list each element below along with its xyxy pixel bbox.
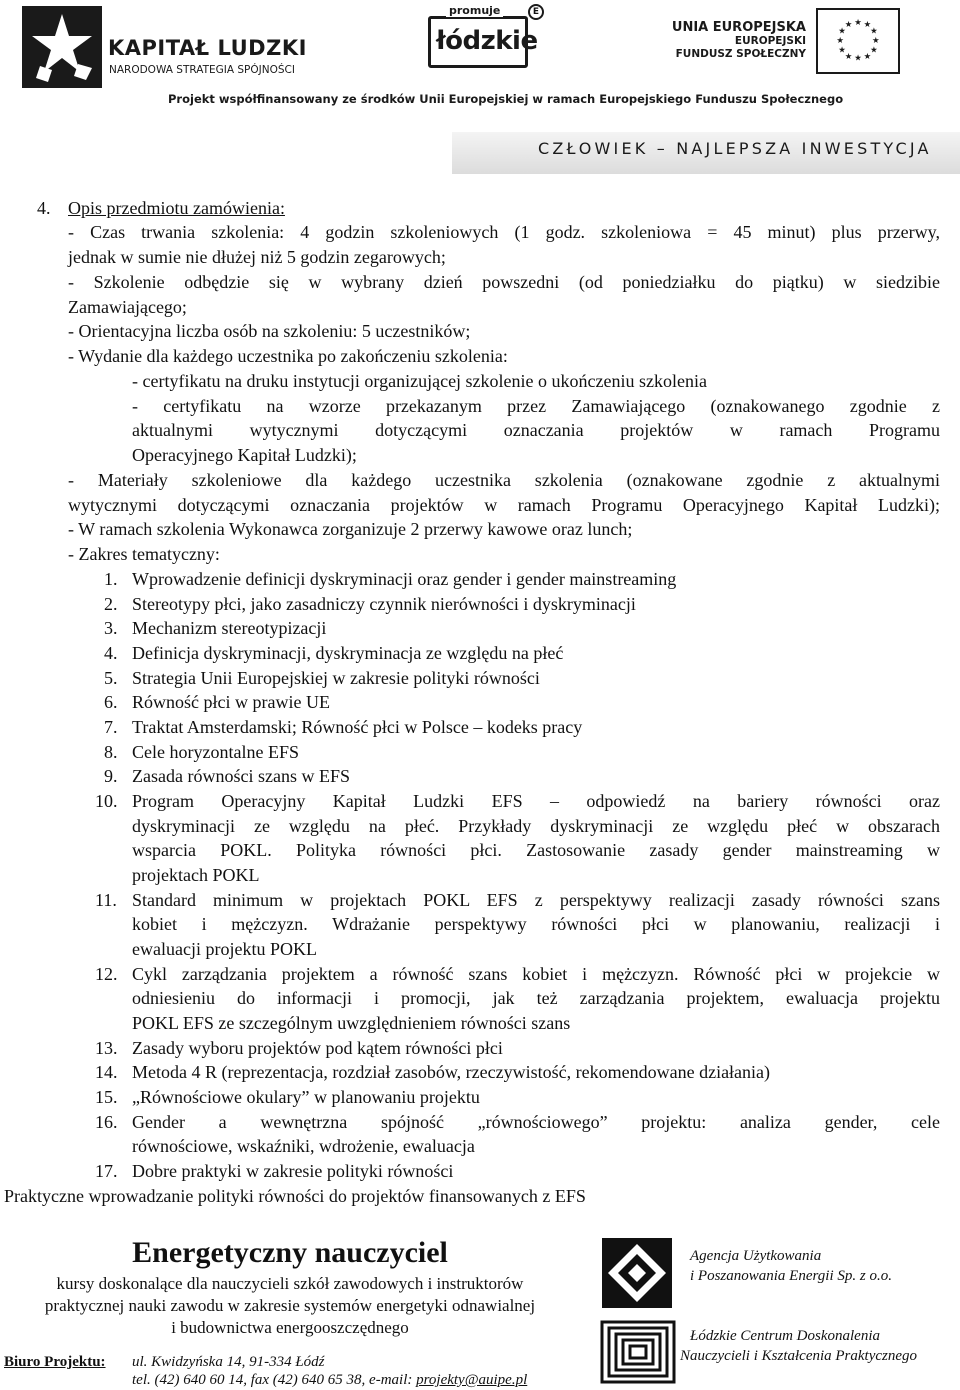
requirement-line: - Orientacyjna liczba osób na szkoleniu: 5 uczestników;	[68, 321, 471, 341]
topic-number: 1.	[104, 569, 118, 589]
certificate-line: - certyfikatu na wzorze przekazanym przez Zamawiającego (oznakowanego zgodnie z	[132, 396, 940, 416]
footer-description-line: i budownictwa energooszczędnego	[171, 1318, 409, 1337]
topic-number: 10.	[95, 791, 118, 811]
section-number: 4.	[37, 198, 51, 218]
topic-text: „Równościowe okulary” w planowaniu projektu	[132, 1087, 480, 1107]
footer-address: ul. Kwidzyńska 14, 91-334 Łódź	[132, 1354, 325, 1370]
topic-text: POKL EFS ze szczególnym uwzględnieniem równości szans	[132, 1013, 571, 1033]
topic-text: Równość płci w prawie UE	[132, 692, 330, 712]
lodzkie-e-mark: E	[528, 4, 544, 20]
topic-text: Mechanizm stereotypizacji	[132, 618, 327, 638]
eu-flag-icon	[816, 8, 900, 74]
topic-text: Wprowadzenie definicji dyskryminacji oraz gender i gender mainstreaming	[132, 569, 677, 589]
svg-text:★: ★	[863, 18, 872, 29]
lcdnikp-logo-icon	[600, 1320, 676, 1384]
footer-description-line: praktycznej nauki zawodu w zakresie systemów energetyki odnawialnej	[44, 1296, 536, 1315]
footer-contact	[132, 1372, 527, 1389]
eu-logo-text	[672, 20, 806, 61]
topic-number: 12.	[95, 964, 118, 984]
svg-text:★: ★	[838, 25, 846, 36]
topic-text: Metoda 4 R (reprezentacja, rozdział zasobów, rzeczywistość, rekomendowane działania)	[132, 1062, 771, 1082]
topic-text: równościowe, wskaźniki, wdrożenie, ewaluacja	[132, 1136, 475, 1156]
svg-text:★: ★	[844, 18, 853, 29]
eu-logo	[671, 8, 900, 78]
svg-text:★: ★	[870, 25, 878, 36]
cofinancing-note: Projekt współfinansowany ze środków Unii Europejskiej w ramach Europejskiego Funduszu Społecznego	[168, 92, 844, 106]
topic-number: 2.	[104, 594, 118, 614]
footer-contact-text: tel. (42) 640 60 14, fax (42) 640 65 38, e-mail:	[132, 1372, 417, 1388]
slogan-text: CZŁOWIEK – NAJLEPSZA INWESTYCJA	[538, 139, 932, 158]
eu-line-2: EUROPEJSKI	[734, 35, 806, 47]
topic-text: Stereotypy płci, jako zasadniczy czynnik nierówności i dyskryminacji	[132, 594, 636, 614]
requirement-line: wytycznymi dotyczącymi oznaczania projektów w ramach Programu Operacyjnego Kapitał Ludzki);	[68, 495, 940, 515]
topic-text: Zasada równości szans w EFS	[132, 766, 350, 786]
eu-line-3: FUNDUSZ SPOŁECZNY	[675, 48, 806, 60]
eu-line-1: UNIA EUROPEJSKA	[671, 20, 806, 35]
svg-text:★: ★	[872, 34, 880, 45]
topic-number: 5.	[104, 668, 118, 688]
topic-number: 16.	[95, 1112, 118, 1132]
footer-org2-line: Łódzkie Centrum Doskonalenia	[690, 1328, 880, 1344]
footer-org2-line: Nauczycieli i Kształcenia Praktycznego	[680, 1348, 918, 1364]
svg-text:★: ★	[854, 17, 862, 28]
footer-biuro-label: Biuro Projektu:	[4, 1354, 106, 1370]
topic-text: Dobre praktyki w zakresie polityki równości	[132, 1161, 454, 1181]
topic-number: 3.	[104, 618, 118, 638]
footer-org1-line: Agencja Użytkowania	[690, 1248, 822, 1264]
requirement-line: - Zakres tematyczny:	[68, 544, 220, 564]
section-title: Opis przedmiotu zamówienia:	[68, 198, 285, 218]
kapital-ludzki-logo	[22, 6, 322, 88]
topic-number: 8.	[104, 742, 118, 762]
certificate-line: Operacyjnego Kapitał Ludzki);	[132, 445, 357, 465]
requirement-line: - Wydanie dla każdego uczestnika po zakończeniu szkolenia:	[68, 346, 508, 366]
topic-number: 9.	[104, 766, 118, 786]
requirement-line: - Szkolenie odbędzie się w wybrany dzień powszedni (od poniedziałku do piątku) w siedzibie	[68, 272, 940, 292]
topic-text: Standard minimum w projektach POKL EFS z perspektywy realizacji zasady równości szans	[132, 890, 940, 910]
topic-text: Gender a wewnętrzna spójność „równościowego” projektu: analiza gender, cele	[132, 1112, 940, 1132]
svg-text:★: ★	[863, 50, 872, 61]
lodzkie-name-text: łódzkie	[436, 26, 538, 56]
kapital-ludzki-star-icon	[22, 6, 102, 88]
topic-text: Zasady wyboru projektów pod kątem równości płci	[132, 1038, 503, 1058]
topic-text: dyskryminacji ze względu na płeć. Przykłady dyskryminacji ze względu płeć w obszarach	[132, 816, 940, 836]
topic-number: 15.	[95, 1087, 118, 1107]
topic-text: kobiet i mężczyzn. Wdrażanie perspektywy równości płci w planowaniu, realizacji i	[132, 914, 940, 934]
topic-text: wsparcia POKL. Polityka równości płci. Zastosowanie zasady gender mainstreaming w	[132, 840, 940, 860]
topic-number: 7.	[104, 717, 118, 737]
topic-text: projektach POKL	[132, 865, 260, 885]
footer-email-link[interactable]: projekty@auipe.pl	[416, 1372, 528, 1388]
page-header	[0, 0, 960, 178]
topic-text: Traktat Amsterdamski; Równość płci w Polsce – kodeks pracy	[132, 717, 583, 737]
topic-number: 6.	[104, 692, 118, 712]
certificate-line: aktualnymi wytycznymi dotyczącymi oznaczania projektów w ramach Programu	[132, 420, 940, 440]
requirement-line: - Materiały szkoleniowe dla każdego uczestnika szkolenia (oznakowane zgodnie z aktualnymi	[68, 470, 940, 490]
topic-text: Definicja dyskryminacji, dyskryminacja ze względu na płeć	[132, 643, 564, 663]
kapital-ludzki-subtitle: NARODOWA STRATEGIA SPÓJNOŚCI	[109, 64, 295, 76]
svg-text:★: ★	[838, 44, 846, 55]
topic-text: Program Operacyjny Kapitał Ludzki EFS – odpowiedź na bariery równości oraz	[132, 791, 940, 811]
footer-org1-line: i Poszanowania Energii Sp. z o.o.	[690, 1268, 892, 1284]
requirement-line: - W ramach szkolenia Wykonawca zorganizuje 2 przerwy kawowe oraz lunch;	[68, 519, 633, 539]
svg-text:★: ★	[836, 34, 844, 45]
topic-number: 11.	[95, 890, 117, 910]
requirement-line: jednak w sumie nie dłużej niż 5 godzin zegarowych;	[68, 247, 446, 267]
topic-text: odniesieniu do informacji i promocji, jak też zarządzania projektem, ewaluacja projektu	[132, 988, 940, 1008]
footer-description-line: kursy doskonalące dla nauczycieli szkół zawodowych i instruktorów	[56, 1274, 524, 1293]
certificate-line: - certyfikatu na druku instytucji organizującej szkolenie o ukończeniu szkolenia	[132, 371, 707, 391]
kapital-ludzki-title: KAPITAŁ LUDZKI	[108, 36, 307, 60]
topic-text: Strategia Unii Europejskiej w zakresie polityki równości	[132, 668, 540, 688]
topic-text: ewaluacji projektu POKL	[132, 939, 317, 959]
svg-text:★: ★	[870, 44, 878, 55]
promuje-lodzkie-logo	[428, 4, 546, 72]
topic-number: 4.	[104, 643, 118, 663]
topic-text: Cele horyzontalne EFS	[132, 742, 299, 762]
requirement-line: - Czas trwania szkolenia: 4 godzin szkoleniowych (1 godz. szkoleniowa = 45 minut) plus przerwy,	[68, 222, 940, 242]
requirement-line: Zamawiającego;	[68, 297, 187, 317]
svg-text:★: ★	[844, 50, 853, 61]
lodzkie-promuje-text: promuje	[446, 4, 503, 17]
topic-number: 13.	[95, 1038, 118, 1058]
footer-project-title: Energetyczny nauczyciel	[132, 1236, 448, 1269]
page-footer	[0, 1230, 960, 1390]
topic-number: 17.	[95, 1161, 118, 1181]
topic-number: 14.	[95, 1062, 118, 1082]
topic-text: Cykl zarządzania projektem a równość szans kobiet i mężczyzn. Równość płci w projekcie w	[132, 964, 940, 984]
auipe-logo-icon	[602, 1238, 672, 1308]
svg-text:★: ★	[854, 52, 862, 63]
closing-line: Praktyczne wprowadzanie polityki równości do projektów finansowanych z EFS	[4, 1186, 586, 1206]
